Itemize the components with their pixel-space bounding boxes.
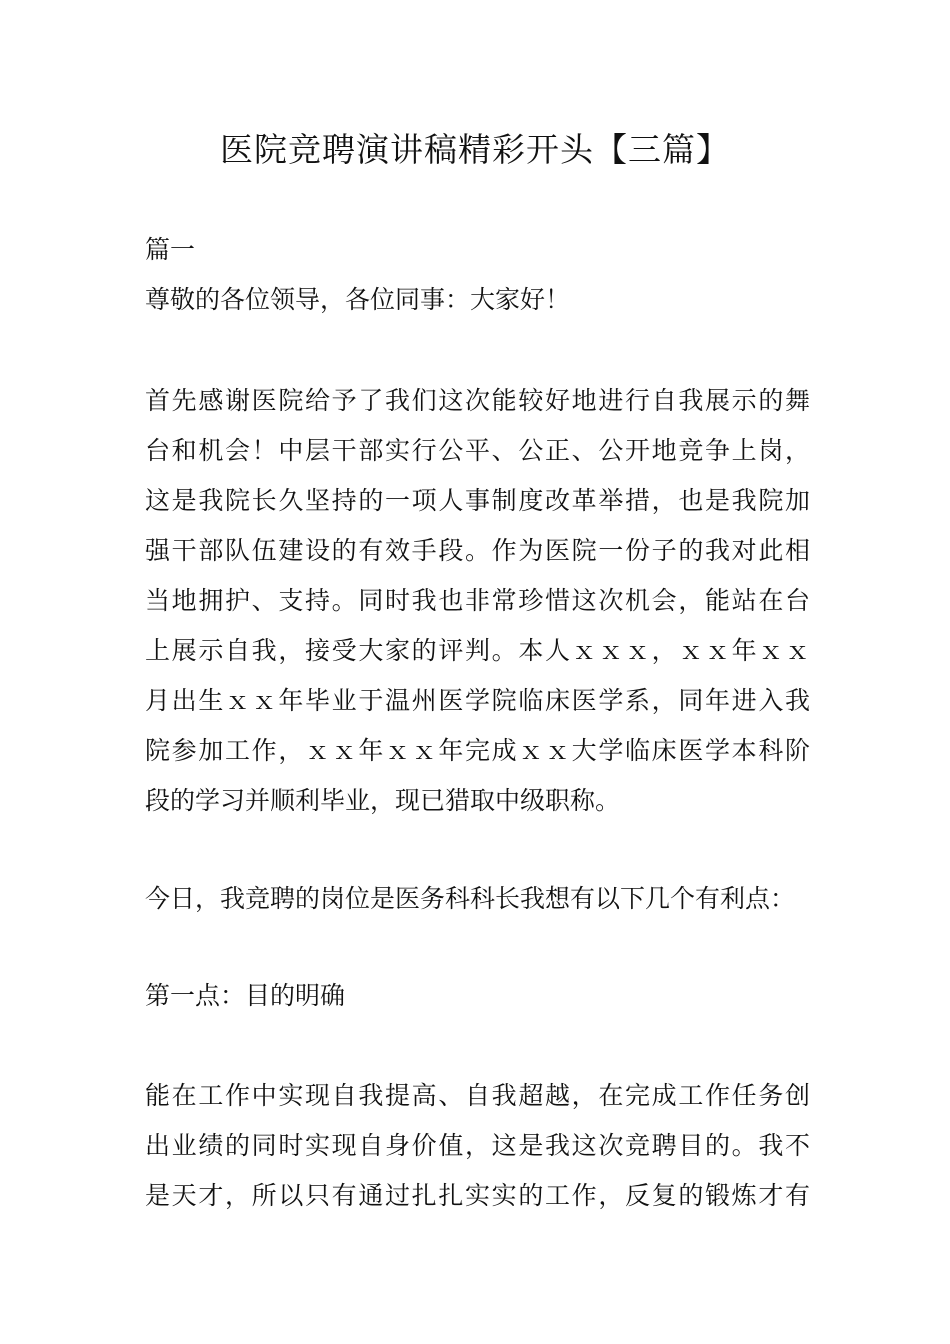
document-title: 医院竞聘演讲稿精彩开头【三篇】 <box>220 130 730 169</box>
point-heading: 第一点：目的明确 <box>145 981 346 1010</box>
paragraph-line: 能在工作中实现自我提高、自我超越，在完成工作任务创 <box>145 1081 810 1110</box>
paragraph-line: 台和机会！中层干部实行公平、公正、公开地竞争上岗， <box>145 436 810 465</box>
paragraph-line: 上展示自我，接受大家的评判。本人ｘｘｘ，ｘｘ年ｘｘ <box>145 636 810 665</box>
paragraph-line: 当地拥护、支持。同时我也非常珍惜这次机会，能站在台 <box>145 586 810 615</box>
section-heading: 篇一 <box>145 235 196 264</box>
paragraph-line: 出业绩的同时实现自身价值，这是我这次竞聘目的。我不 <box>145 1131 810 1160</box>
paragraph-line: 段的学习并顺利毕业，现已猎取中级职称。 <box>145 786 621 815</box>
paragraph-line: 强干部队伍建设的有效手段。作为医院一份子的我对此相 <box>145 536 810 565</box>
paragraph-goal <box>145 1071 810 1221</box>
paragraph-line: 这是我院长久坚持的一项人事制度改革举措，也是我院加 <box>145 486 810 515</box>
paragraph-line: 月出生ｘｘ年毕业于温州医学院临床医学系，同年进入我 <box>145 686 810 715</box>
position-statement: 今日，我竞聘的岗位是医务科科长我想有以下几个有利点： <box>145 884 796 913</box>
paragraph-intro <box>145 376 810 826</box>
greeting-line: 尊敬的各位领导，各位同事：大家好！ <box>145 285 571 314</box>
paragraph-line: 院参加工作，ｘｘ年ｘｘ年完成ｘｘ大学临床医学本科阶 <box>145 736 810 765</box>
paragraph-line: 首先感谢医院给予了我们这次能较好地进行自我展示的舞 <box>145 386 810 415</box>
paragraph-line: 是天才，所以只有通过扎扎实实的工作，反复的锻炼才有 <box>145 1181 810 1210</box>
